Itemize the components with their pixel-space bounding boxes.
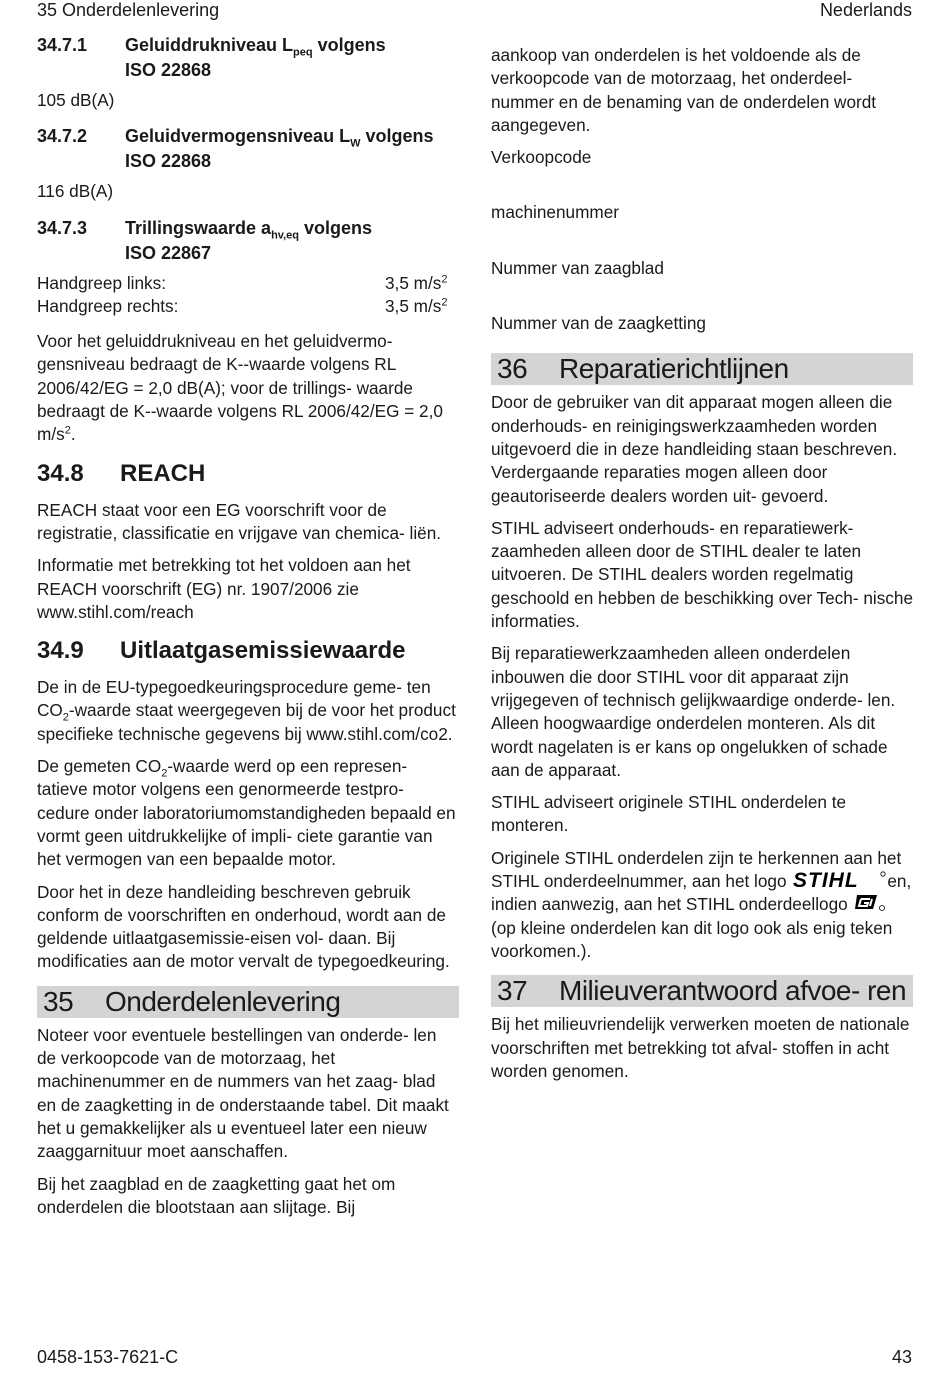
heading-title: Geluidvermogensniveau $L_W$ volgens ISO 22868 bbox=[125, 126, 434, 172]
page-number: 43 bbox=[891, 1347, 912, 1367]
heading-34-8: 34.8 REACH bbox=[37, 459, 206, 487]
repair-paragraph-2: STIHL adviseert onderhouds- en reparatiewerk- zaamheden alleen door de STIHL dealer te laten uitvoeren. De STIHL dealers worden regelmatig geschoold en hebben de beschikking over Tech- nische informaties. bbox=[491, 517, 914, 632]
sound-pressure-value: 105 dB(A) bbox=[37, 90, 115, 110]
right-column bbox=[491, 44, 913, 1092]
svg-text:STIHL: STIHL bbox=[793, 870, 860, 891]
parts-paragraph-2-continued: aankoop van onderdelen is het voldoende als de verkoopcode van de motorzaag, het onderdeel- nummer en de benaming van de onderdelen wordt aangegeven. bbox=[491, 45, 877, 135]
k-value-note: Voor het geluiddrukniveau en het geluidvermo- gensniveau bedraagt de K--waarde volgens RL 2006/42/EG = 2,0 dB(A); voor de trillings- waarde bedraagt de K--waarde volgens RL 2006/42/EG = 2,0 $m/s^2$. bbox=[37, 331, 443, 445]
reach-paragraph-2: Informatie met betrekking tot het voldoen aan het REACH voorschrift (EG) nr. 1907/2006 zie www.stihl.com/reach bbox=[37, 555, 411, 622]
stihl-part-logo-icon bbox=[853, 893, 887, 913]
repair-paragraph-4: STIHL adviseert originele STIHL onderdelen te monteren. bbox=[491, 792, 847, 836]
disposal-paragraph: Bij het milieuvriendelijk verwerken moeten de nationale voorschriften met betrekking tot afval- stoffen in acht worden genomen. bbox=[491, 1014, 910, 1081]
emission-paragraph-1: De in de EU-typegoedkeuringsprocedure geme- ten $CO_2$-waarde staat weergegeven bij de voor het product specifieke technische gegevens bij www.stihl.com/co2. bbox=[37, 677, 456, 744]
reach-paragraph-1: REACH staat voor een EG voorschrift voor de registratie, classificatie en vrijgave van chemica- liën. bbox=[37, 499, 442, 543]
header-language: Nederlands bbox=[819, 0, 912, 20]
document-number: 0458-153-7621-C bbox=[37, 1347, 179, 1367]
repair-paragraph-1: Door de gebruiker van dit apparaat mogen alleen die onderhouds- en reinigingswerkzaamheden worden uitgevoerd die in deze handleiding staan beschreven. Verdergaande reparaties mogen alleen door geautoriseerde dealers worden uit- gevoerd. bbox=[491, 392, 898, 506]
emission-paragraph-3: Door het in deze handleiding beschreven gebruik conform de voorschriften en onderhoud, wordt aan de geldende uitlaatgasemissie-eisen vol- daan. Bij modificaties aan de motor vervalt de typegoedkeuring. bbox=[37, 881, 450, 972]
heading-34-7-1 bbox=[37, 33, 459, 83]
page-header bbox=[37, 0, 912, 24]
heading-34-7-3 bbox=[37, 216, 459, 266]
heading-36: 36 Reparatierichtlijnen bbox=[491, 353, 913, 385]
repair-paragraph-3: Bij reparatiewerkzaamheden alleen onderdelen inbouwen die door STIHL voor dit apparaat zijn vrijgegeven of technisch gelijkwaardige onderde- len. Alleen hoogwaardige onderdelen monteren. Als dit wordt nagelaten is er kans op ongelukken of schade aan de apparaat. bbox=[491, 643, 896, 780]
parts-paragraph-2: Bij het zaagblad en de zaagketting gaat het om onderdelen die blootstaan aan slijtage. Bij bbox=[37, 1173, 396, 1217]
heading-34-7-2 bbox=[37, 124, 459, 174]
parts-paragraph-1: Noteer voor eventuele bestellingen van onderde- len de verkoopcode van de motorzaag, het machinenummer en de nummers van het zaag- blad en de zaagketting in de onderstaande tabel. Dit maakt het u gemakkelijker als u eventueel later een nieuw zaaggarnituur moet aanschaffen. bbox=[37, 1024, 449, 1162]
vibration-row bbox=[37, 295, 459, 318]
vibration-row bbox=[37, 272, 459, 295]
row-label: Handgreep rechts: bbox=[37, 295, 179, 316]
header-chapter: 35 Onderdelenlevering bbox=[37, 0, 220, 20]
vibration-table bbox=[37, 272, 459, 319]
parts-field-chain-number: Nummer van de zaagketting bbox=[491, 313, 706, 334]
row-label: Handgreep links: bbox=[37, 272, 166, 293]
heading-34-9: 34.9 Uitlaatgasemissiewaarde bbox=[37, 637, 406, 665]
heading-35: 35 Onderdelenlevering bbox=[37, 986, 459, 1018]
heading-number: 34.7.1 bbox=[37, 35, 88, 55]
left-column bbox=[37, 33, 459, 1228]
heading-number: 34.7.3 bbox=[37, 217, 88, 238]
heading-37: 37 Milieuverantwoord afvoe- ren bbox=[491, 975, 913, 1007]
row-value: 3,5 $m/s^2$ bbox=[385, 272, 448, 293]
repair-paragraph-5: Originele STIHL onderdelen zijn te herkennen aan het STIHL onderdeelnummer, aan het logo STIHL en, indien aanwezig, aan het STIHL onderdeellogo (op kleine onderdelen kan dit logo ook als enig teken voorkomen.). bbox=[491, 847, 912, 961]
parts-field-guide-bar-number: Nummer van zaagblad bbox=[491, 257, 664, 278]
emission-paragraph-2: De gemeten $CO_2$-waarde werd op een represen- tatieve motor volgens een genormeerde testpro- cedure onder laboratoriumomstandigheden bepaald en vormt geen uitdrukkelijke of impli- ciete garantie van het vermogen van een bepaalde motor. bbox=[37, 756, 456, 870]
heading-number: 34.7.2 bbox=[37, 126, 88, 147]
row-value: 3,5 $m/s^2$ bbox=[385, 295, 448, 316]
parts-field-machine-number: machinenummer bbox=[491, 202, 619, 223]
parts-field-sales-code: Verkoopcode bbox=[491, 147, 592, 168]
heading-title: Geluiddrukniveau $L_{peq}$ volgens ISO 22868 bbox=[125, 35, 386, 80]
heading-title: Trillingswaarde $a_{hv,eq}$ volgens ISO 22867 bbox=[125, 217, 373, 263]
sound-power-value: 116 dB(A) bbox=[37, 181, 114, 202]
stihl-logo-icon bbox=[791, 870, 887, 890]
